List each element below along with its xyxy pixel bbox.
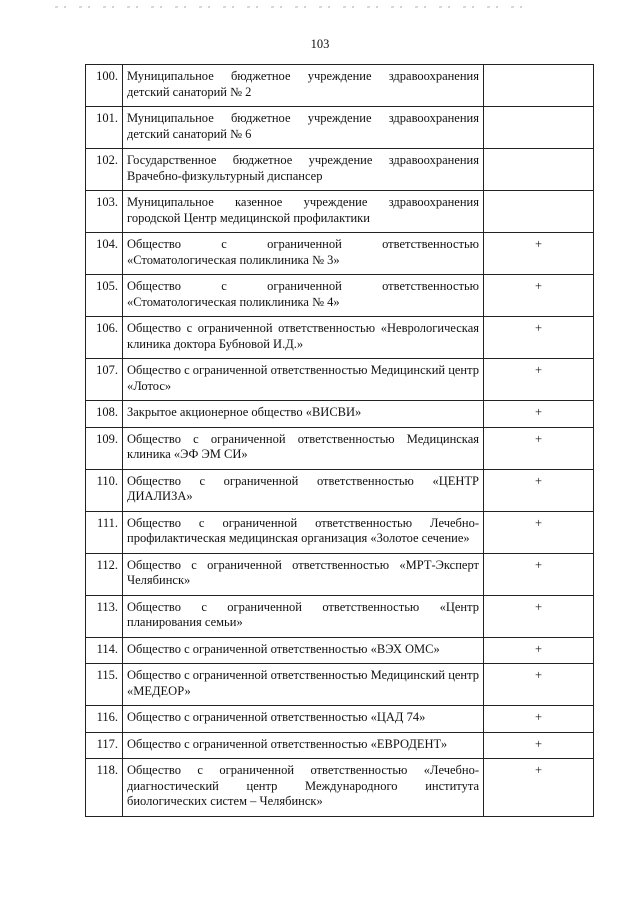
table-row	[86, 732, 594, 759]
organization-name: Государственное бюджетное учреждение здравоохранения Врачебно-физкультурный диспансер	[123, 149, 484, 191]
participation-mark: +	[484, 427, 594, 469]
participation-mark	[484, 107, 594, 149]
table-row	[86, 401, 594, 428]
table-row	[86, 511, 594, 553]
table-row	[86, 706, 594, 733]
organization-name: Общество с ограниченной ответственностью «ВЭХ ОМС»	[123, 637, 484, 664]
organization-name: Общество с ограниченной ответственностью «Центр планирования семьи»	[123, 595, 484, 637]
participation-mark: +	[484, 469, 594, 511]
row-number: 106.	[86, 317, 123, 359]
organization-name: Общество с ограниченной ответственностью «ЦЕНТР ДИАЛИЗА»	[123, 469, 484, 511]
row-number: 102.	[86, 149, 123, 191]
row-number: 103.	[86, 191, 123, 233]
organization-name: Закрытое акционерное общество «ВИСВИ»	[123, 401, 484, 428]
organization-name: Общество с ограниченной ответственностью «Лечебно-диагностический центр Международного института биологических систем – Челябинск»	[123, 759, 484, 817]
row-number: 109.	[86, 427, 123, 469]
table-row	[86, 233, 594, 275]
page-number: 103	[310, 37, 330, 51]
table-row	[86, 553, 594, 595]
row-number: 115.	[86, 664, 123, 706]
organization-name: Общество с ограниченной ответственностью «Стоматологическая поликлиника № 4»	[123, 275, 484, 317]
organization-name: Общество с ограниченной ответственностью Лечебно-профилактическая медицинская организация «Золотое сечение»	[123, 511, 484, 553]
participation-mark: +	[484, 275, 594, 317]
organizations-table	[85, 64, 594, 817]
participation-mark	[484, 149, 594, 191]
participation-mark: +	[484, 595, 594, 637]
row-number: 105.	[86, 275, 123, 317]
table-row	[86, 595, 594, 637]
row-number: 116.	[86, 706, 123, 733]
participation-mark: +	[484, 637, 594, 664]
table-row	[86, 317, 594, 359]
participation-mark: +	[484, 233, 594, 275]
table-row	[86, 107, 594, 149]
row-number: 100.	[86, 65, 123, 107]
table-row	[86, 759, 594, 817]
participation-mark: +	[484, 401, 594, 428]
table-row	[86, 359, 594, 401]
participation-mark: +	[484, 359, 594, 401]
table-row	[86, 191, 594, 233]
organization-name: Общество с ограниченной ответственностью «ЕВРОДЕНТ»	[123, 732, 484, 759]
participation-mark: +	[484, 664, 594, 706]
row-number: 101.	[86, 107, 123, 149]
row-number: 117.	[86, 732, 123, 759]
organization-name: Муниципальное бюджетное учреждение здравоохранения детский санаторий № 6	[123, 107, 484, 149]
organization-name: Общество с ограниченной ответственностью «МРТ-Эксперт Челябинск»	[123, 553, 484, 595]
organization-name: Общество с ограниченной ответственностью Медицинская клиника «ЭФ ЭМ СИ»	[123, 427, 484, 469]
row-number: 107.	[86, 359, 123, 401]
table-row	[86, 664, 594, 706]
table-row	[86, 637, 594, 664]
table-row	[86, 275, 594, 317]
participation-mark: +	[484, 732, 594, 759]
participation-mark	[484, 191, 594, 233]
scan-artifact-line	[55, 6, 525, 8]
row-number: 113.	[86, 595, 123, 637]
organization-name: Общество с ограниченной ответственностью Медицинский центр «Лотос»	[123, 359, 484, 401]
organization-name: Муниципальное бюджетное учреждение здравоохранения детский санаторий № 2	[123, 65, 484, 107]
table-row	[86, 65, 594, 107]
row-number: 112.	[86, 553, 123, 595]
organizations-table-body	[86, 65, 594, 817]
organization-name: Общество с ограниченной ответственностью «ЦАД 74»	[123, 706, 484, 733]
organization-name: Муниципальное казенное учреждение здравоохранения городской Центр медицинской профилактики	[123, 191, 484, 233]
row-number: 110.	[86, 469, 123, 511]
row-number: 111.	[86, 511, 123, 553]
row-number: 114.	[86, 637, 123, 664]
organization-name: Общество с ограниченной ответственностью «Стоматологическая поликлиника № 3»	[123, 233, 484, 275]
row-number: 104.	[86, 233, 123, 275]
row-number: 108.	[86, 401, 123, 428]
organization-name: Общество с ограниченной ответственностью «Неврологическая клиника доктора Бубновой И.Д.»	[123, 317, 484, 359]
table-row	[86, 469, 594, 511]
row-number: 118.	[86, 759, 123, 817]
table-row	[86, 427, 594, 469]
participation-mark: +	[484, 706, 594, 733]
participation-mark	[484, 65, 594, 107]
participation-mark: +	[484, 511, 594, 553]
participation-mark: +	[484, 553, 594, 595]
table-row	[86, 149, 594, 191]
participation-mark: +	[484, 759, 594, 817]
participation-mark: +	[484, 317, 594, 359]
organization-name: Общество с ограниченной ответственностью Медицинский центр «МЕДЕОР»	[123, 664, 484, 706]
